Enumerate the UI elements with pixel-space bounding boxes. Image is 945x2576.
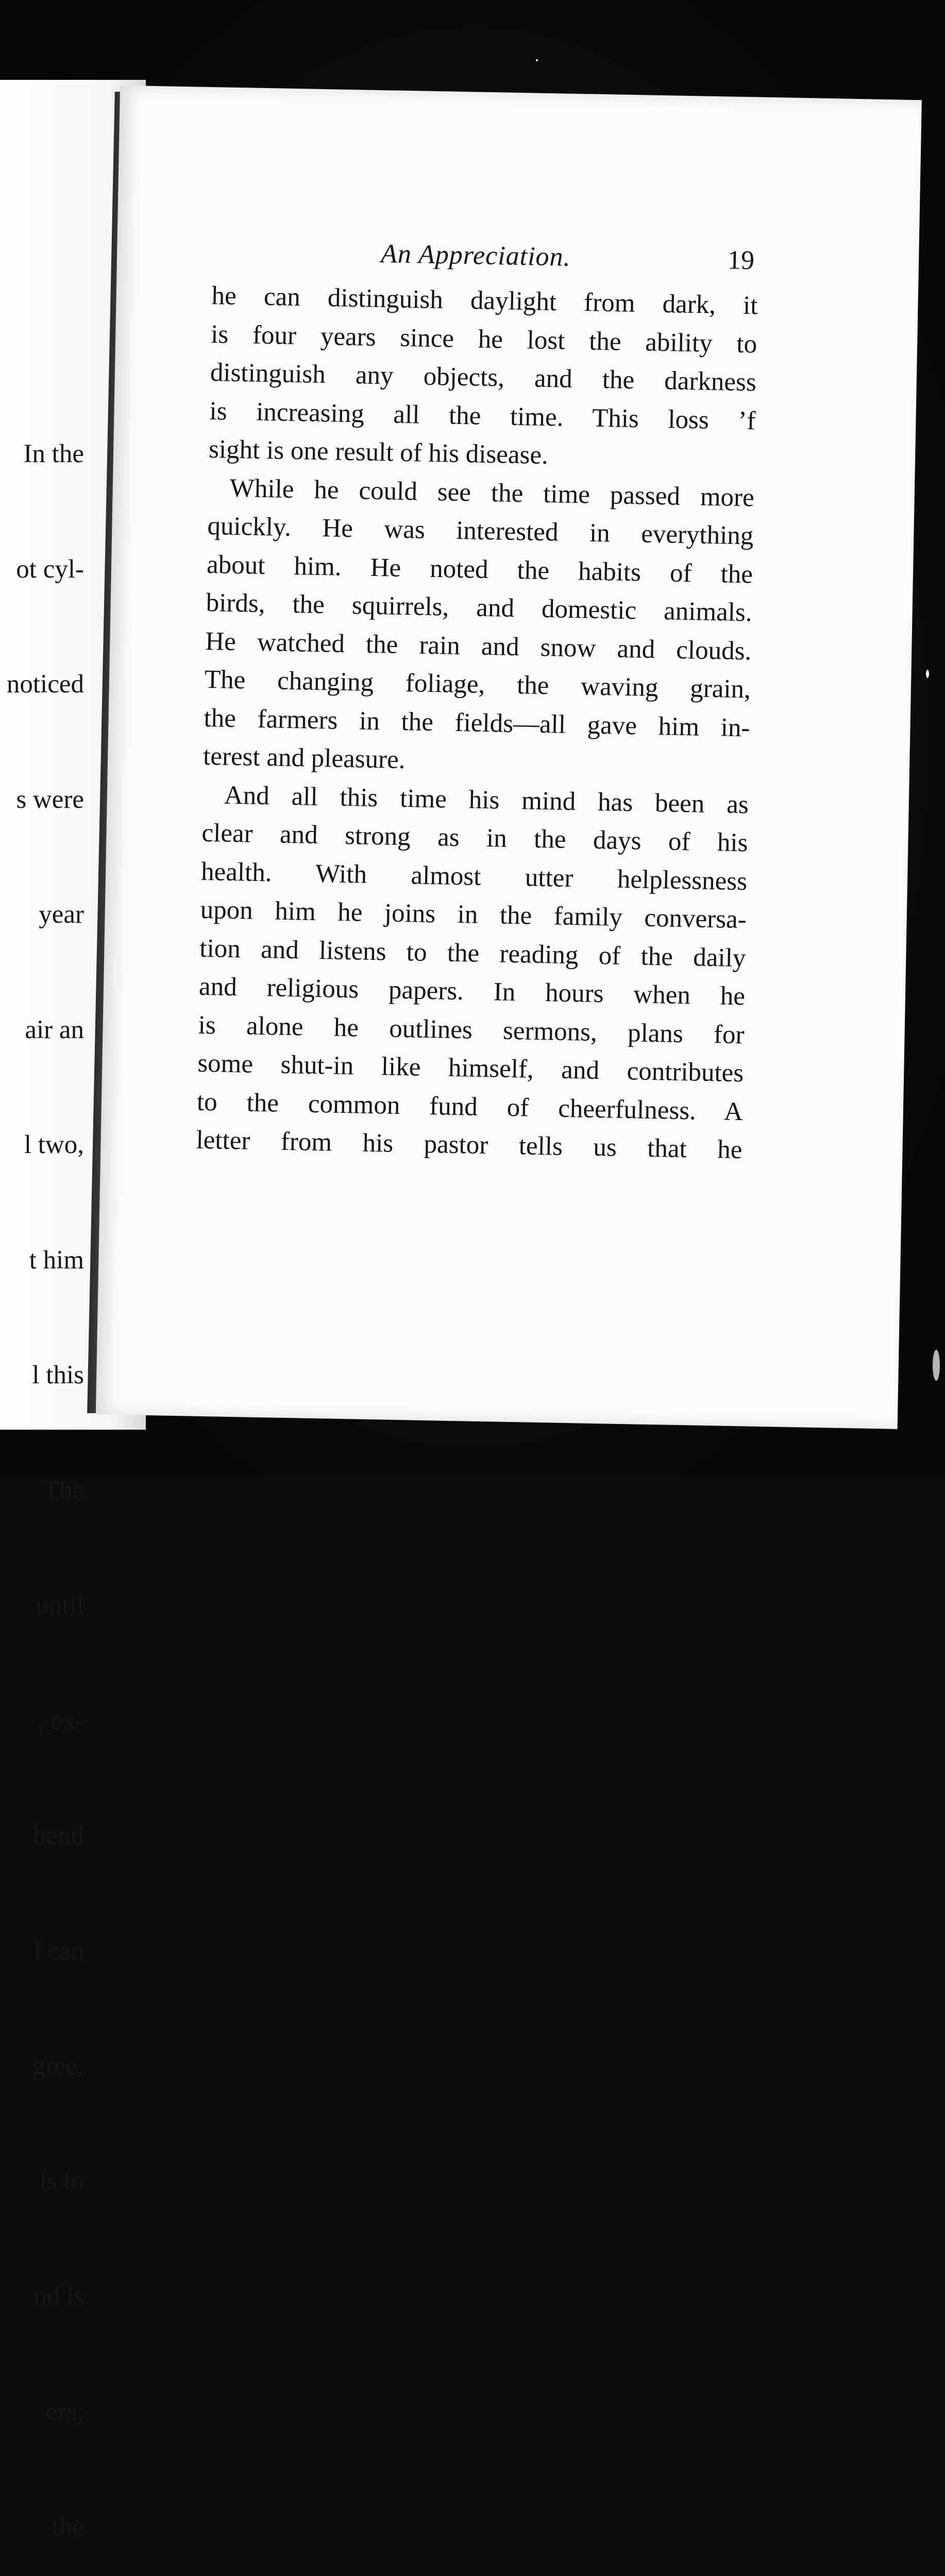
running-head: An Appreciation. [380, 239, 571, 272]
facing-line: l this [32, 1361, 84, 1389]
facing-line: the [52, 2512, 84, 2541]
facing-line: until [36, 1591, 84, 1620]
facing-line: year [39, 900, 84, 929]
text-line: is increasing all the time. This loss ’f [209, 396, 756, 435]
text-line: terest and pleasure. [202, 741, 406, 775]
text-line: upon him he joins in the family conversa- [200, 895, 747, 935]
text-line: health. With almost utter helplessness [200, 857, 748, 896]
text-line: some shut-in like himself, and contributes [197, 1048, 744, 1088]
text-line: about him. He noted the habits of the [206, 550, 753, 589]
text-line: to the common fund of cheerfulness. A [196, 1087, 744, 1126]
facing-page-text [7, 358, 84, 2576]
text-line: the farmers in the fields—all gave him in- [204, 703, 750, 742]
text-line: And all this time his mind has been as [224, 781, 749, 819]
scan-speck [933, 1350, 940, 1381]
text-line: letter from his pastor tells us that he [196, 1125, 742, 1165]
facing-line: noticed [6, 670, 84, 699]
text-line: is four years since he lost the ability to [210, 319, 757, 359]
facing-line: , ex- [37, 1706, 84, 1735]
text-line: birds, the squirrels, and domestic animals. [206, 588, 753, 628]
text-line: quickly. He was interested in everything [207, 511, 754, 551]
scan-speck [926, 670, 929, 678]
text-line: While he could see the time passed more [229, 473, 755, 512]
text-line: is alone he outlines sermons, plans for [198, 1010, 745, 1049]
facing-line: l can [33, 1936, 84, 1965]
facing-line: ls to [39, 2166, 84, 2196]
text-line: tion and listens to the reading of the daily [199, 934, 746, 973]
body-text [196, 277, 758, 1170]
facing-line: In the [23, 439, 84, 468]
facing-line: l two, [24, 1130, 84, 1159]
text-line: he can distinguish daylight from dark, it [211, 281, 758, 320]
facing-line: bend [32, 1821, 84, 1850]
facing-line: The [43, 1476, 84, 1505]
facing-line: ot cyl- [16, 554, 84, 584]
facing-line: air an [25, 1015, 84, 1044]
text-line: sight is one result of his disease. [208, 435, 549, 470]
text-line: distinguish any objects, and the darkness [210, 358, 757, 397]
page-number: 19 [727, 245, 755, 276]
text-line: He watched the rain and snow and clouds. [205, 626, 752, 666]
book-page [96, 86, 922, 1429]
facing-line: ers; [46, 2397, 84, 2426]
scan-speck [536, 59, 538, 61]
text-line: The changing foliage, the waving grain, [204, 665, 751, 704]
text-line: and religious papers. In hours when he [198, 972, 746, 1011]
facing-line: nd is [33, 2282, 84, 2311]
facing-line: gree. [32, 2052, 84, 2080]
text-line: clear and strong as in the days of his [201, 818, 748, 858]
facing-line: t him [29, 1245, 84, 1275]
facing-line: s were [16, 785, 84, 814]
